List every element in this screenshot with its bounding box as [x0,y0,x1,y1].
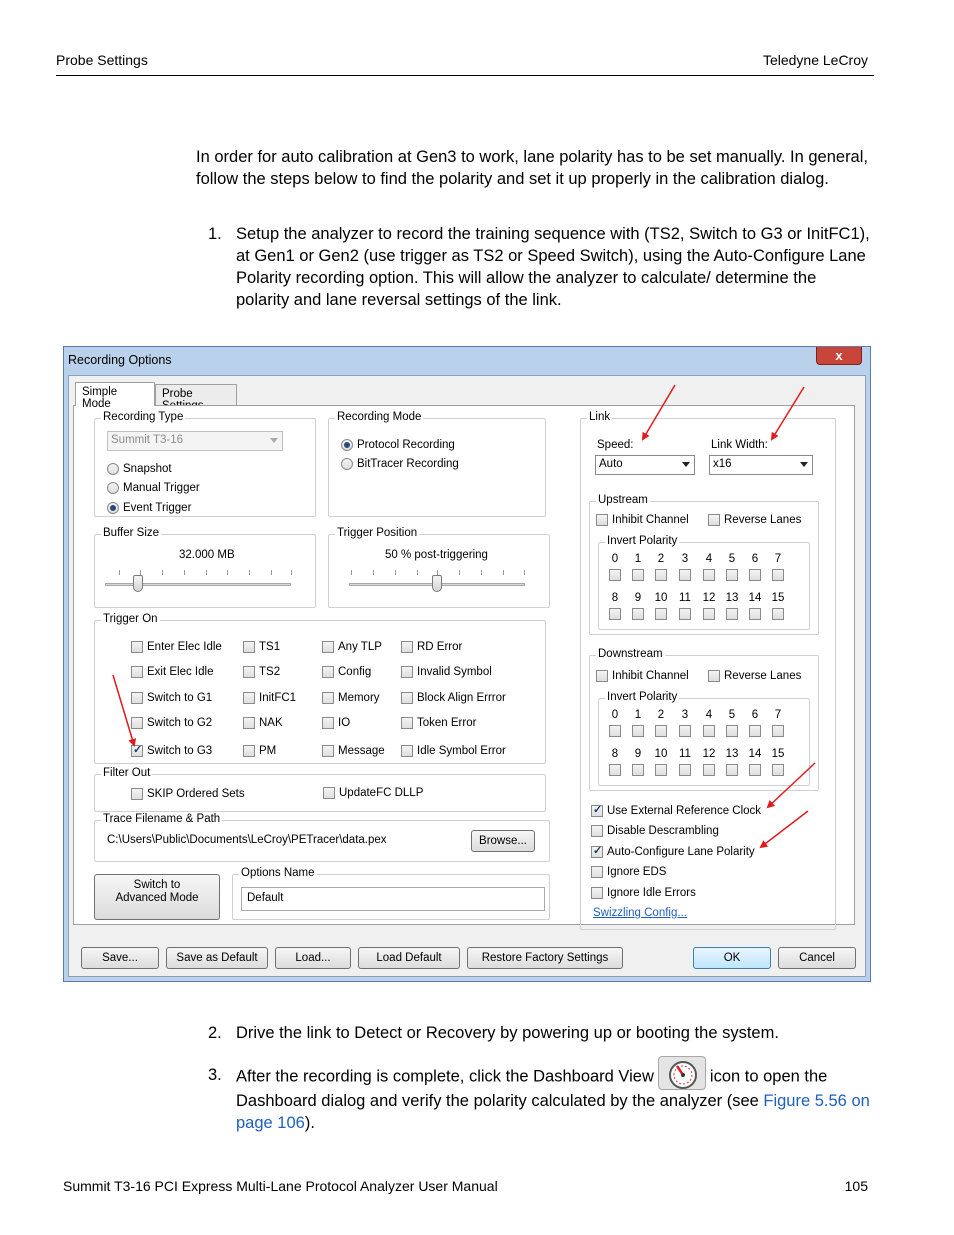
recording-type-group [94,411,316,517]
recording-options-dialog [63,346,871,982]
lane-number: 1 [634,709,642,721]
lane-polarity-checkbox[interactable] [703,608,715,620]
checkbox-label: Reverse Lanes [724,514,802,526]
buffer-size-group [94,527,316,608]
chevron-down-icon [682,462,690,467]
checkbox-label: SKIP Ordered Sets [147,788,245,800]
lane-polarity-checkbox[interactable] [726,569,738,581]
lane-polarity-checkbox[interactable] [655,608,667,620]
lane-polarity-checkbox[interactable] [749,569,761,581]
checkbox-message[interactable] [322,745,385,757]
checkbox-icon [401,666,413,678]
lane-polarity-checkbox[interactable] [749,725,761,737]
lane-polarity-checkbox[interactable] [655,764,667,776]
checkbox-icon [322,745,334,757]
checkbox-label: Ignore EDS [607,866,667,878]
step-number: 3. [208,1066,222,1084]
lane-number: 9 [634,592,642,604]
group-title: Invert Polarity [607,691,678,703]
step-text [236,1064,870,1134]
checkbox-label: Auto-Configure Lane Polarity [607,846,755,858]
checkbox-label: Ignore Idle Errors [607,887,696,899]
dialog-client [68,375,866,977]
filter-out-group [94,767,546,812]
checkbox-icon [131,717,143,729]
checkbox-upstream-inhibit-channel[interactable] [596,514,689,526]
lane-number: 5 [728,553,736,565]
checkbox-label: Token Error [417,717,477,729]
radio-label: Snapshot [123,463,172,475]
lane-number: 12 [702,748,716,760]
checkbox-label: Switch to G2 [147,717,213,729]
radio-bittracer-recording[interactable] [341,458,459,470]
tick [459,570,460,575]
lane-number: 10 [654,748,668,760]
dialog-title: Recording Options [68,353,172,367]
tick [503,570,504,575]
speed-label: Speed: [597,439,634,451]
radio-icon [107,502,119,514]
lane-number: 13 [725,592,739,604]
checkbox-exit-elec-idle[interactable] [131,666,213,678]
lane-polarity-checkbox[interactable] [609,608,621,620]
lane-polarity-checkbox[interactable] [772,569,784,581]
lane-number: 8 [611,592,619,604]
lane-polarity-checkbox[interactable] [679,764,691,776]
step-number: 2. [208,1024,222,1042]
tick [184,570,185,575]
checkbox-icon [131,641,143,653]
checkbox-label: Switch to G3 [147,745,213,757]
speed-value: Auto [599,458,623,470]
trigger-position-group [328,527,550,608]
lane-number: 15 [771,592,785,604]
close-button[interactable]: x [816,347,862,365]
upstream-group [589,494,819,635]
radio-protocol-recording[interactable] [341,439,455,451]
radio-event-trigger[interactable] [107,502,191,514]
lane-number: 6 [751,709,759,721]
lane-number: 13 [725,748,739,760]
tick [249,570,250,575]
lane-number: 14 [748,748,762,760]
checkbox-icon [243,745,255,757]
lane-number: 6 [751,553,759,565]
device-value: Summit T3-16 [111,434,184,446]
radio-icon [341,458,353,470]
radio-icon [107,482,119,494]
restore-factory-settings-button[interactable]: Restore Factory Settings [467,947,623,969]
checkbox-label: RD Error [417,641,463,653]
recording-mode-group [328,411,546,517]
tick [481,570,482,575]
radio-manual-trigger[interactable] [107,482,200,494]
group-title: Upstream [598,494,648,506]
tick [524,570,525,575]
checkbox-upstream-reverse-lanes[interactable] [708,514,801,526]
tick [437,570,438,575]
tick [206,570,207,575]
checkbox-block-align-error[interactable] [401,692,506,704]
checkbox-label: Use External Reference Clock [607,805,762,817]
downstream-group [589,648,819,791]
page-footer-left: Summit T3-16 PCI Express Multi-Lane Protocol Analyzer User Manual [63,1178,498,1194]
trace-path-text[interactable]: C:\Users\Public\Documents\LeCroy\PETracer\data.pex [107,834,387,846]
checkbox-icon [708,670,720,682]
load-button[interactable]: Load... [275,947,351,969]
lane-polarity-checkbox[interactable] [632,764,644,776]
lane-number: 9 [634,748,642,760]
lane-polarity-checkbox[interactable] [749,608,761,620]
tab-probe-settings[interactable]: Probe [155,384,237,406]
checkbox-icon [131,788,143,800]
checkbox-label: Inhibit Channel [612,670,689,682]
checkbox-label: Memory [338,692,380,704]
lane-polarity-checkbox[interactable] [609,764,621,776]
lane-number: 2 [657,553,665,565]
checkbox-ignore-idle-errors[interactable] [591,887,696,899]
group-title: Invert Polarity [607,535,678,547]
chevron-down-icon [270,438,278,443]
lane-polarity-checkbox[interactable] [632,608,644,620]
checkbox-pm[interactable] [243,745,276,757]
switch-mode-line2: Advanced Mode [115,892,199,904]
link-width-select[interactable] [709,455,813,475]
checkbox-icon [243,717,255,729]
checkbox-icon [401,745,413,757]
checkbox-label: Invalid Symbol [417,666,492,678]
dashboard-view-icon [658,1056,706,1090]
checkbox-icon [591,825,603,837]
lane-number: 4 [705,553,713,565]
radio-snapshot[interactable] [107,463,172,475]
checkbox-label: UpdateFC DLLP [339,787,424,799]
radio-icon [341,439,353,451]
checkbox-label: Inhibit Channel [612,514,689,526]
swizzling-config-link[interactable]: Swizzling Config... [593,907,687,919]
radio-icon [107,463,119,475]
step-text-part: ). [304,1114,315,1132]
checkbox-disable-descrambling[interactable] [591,825,719,837]
lane-polarity-checkbox[interactable] [703,764,715,776]
lane-polarity-checkbox[interactable] [772,764,784,776]
group-title: Trace Filename & Path [103,813,221,825]
checkbox-label: Reverse Lanes [724,670,802,682]
trace-filename-group [94,813,550,862]
checkbox-downstream-reverse-lanes[interactable] [708,670,801,682]
checkbox-label: InitFC1 [259,692,297,704]
radio-label: Protocol Recording [357,439,455,451]
checkbox-token-error[interactable] [401,717,476,729]
lane-number: 12 [702,592,716,604]
checkbox-icon [322,641,334,653]
checkbox-label: Message [338,745,385,757]
tick [417,570,418,575]
checkbox-auto-configure-lane-polarity[interactable] [591,846,755,858]
checkbox-icon [323,787,335,799]
buffer-size-slider-thumb[interactable] [133,575,143,592]
checkbox-updatefc-dllp[interactable] [323,787,423,799]
lane-polarity-checkbox[interactable] [632,569,644,581]
lane-polarity-checkbox[interactable] [679,569,691,581]
link-width-label: Link Width: [711,439,768,451]
lane-number: 5 [728,709,736,721]
header-rule [56,75,874,76]
link-group [580,411,836,930]
lane-polarity-checkbox[interactable] [703,725,715,737]
step-text: Setup the analyzer to record the training sequence with (TS2, Switch to G3 or InitFC1), at Gen1 or Gen2 (use trigger as TS2 or Speed Switch), using the Auto-Configure Lane Polarity recording option. This will allow the analyzer to calculate/ determine the polarity and lane reversal settings of the link. [236,225,870,309]
buffer-size-value: 32.000 MB [179,549,235,561]
lane-number: 10 [654,592,668,604]
tick [395,570,396,575]
checkbox-ts2[interactable] [243,666,280,678]
checkbox-icon [708,514,720,526]
radio-label: BitTracer Recording [357,458,459,470]
trigger-position-slider-thumb[interactable] [432,575,442,592]
checkbox-icon [322,717,334,729]
lane-polarity-checkbox[interactable] [655,725,667,737]
lane-polarity-checkbox[interactable] [726,764,738,776]
lane-polarity-checkbox[interactable] [679,608,691,620]
lane-number: 11 [679,592,691,604]
checkbox-icon [596,514,608,526]
checkbox-downstream-inhibit-channel[interactable] [596,670,689,682]
tick [373,570,374,575]
group-title: Downstream [598,648,663,660]
upstream-invert-polarity-group [598,535,810,630]
switch-advanced-mode-button[interactable] [94,874,220,920]
checkbox-icon [322,692,334,704]
tick [291,570,292,575]
lane-polarity-checkbox[interactable] [679,725,691,737]
save-as-default-button[interactable]: Save as Default [166,947,268,969]
checkbox-icon [131,666,143,678]
checkbox-config[interactable] [322,666,371,678]
tick [271,570,272,575]
checkbox-icon [401,717,413,729]
step-text-part: icon to open the Dashboard dialog and verify the polarity calculated by the analyzer (see [236,1067,828,1110]
device-select[interactable] [107,431,283,451]
group-title: Buffer Size [103,527,160,539]
lane-number: 15 [771,748,785,760]
checkbox-skip-ordered-sets[interactable] [131,788,245,800]
group-title: Recording Mode [337,411,422,423]
checkbox-icon [596,670,608,682]
options-name-group [232,867,550,920]
checkbox-icon [131,745,143,757]
group-title: Options Name [241,867,315,879]
browse-button[interactable]: Browse... [471,830,535,852]
lane-number: 7 [774,709,782,721]
load-default-button[interactable]: Load Default [358,947,460,969]
lane-number: 8 [611,748,619,760]
checkbox-icon [591,887,603,899]
checkbox-switch-to-g3[interactable] [131,745,212,757]
lane-number: 11 [679,748,691,760]
lane-polarity-checkbox[interactable] [609,569,621,581]
group-title: Link [589,411,611,423]
tick [227,570,228,575]
link-width-value: x16 [713,458,732,470]
checkbox-icon [591,846,603,858]
checkbox-icon [591,866,603,878]
checkbox-switch-to-g1[interactable] [131,692,212,704]
lane-polarity-checkbox[interactable] [726,725,738,737]
cancel-button[interactable]: Cancel [778,947,856,969]
tick [119,570,120,575]
checkbox-label: Exit Elec Idle [147,666,214,678]
page-header-right: Teledyne LeCroy [762,52,868,68]
checkbox-label: Idle Symbol Error [417,745,506,757]
checkbox-label: Config [338,666,372,678]
trigger-position-value: 50 % post-triggering [385,549,488,561]
switch-mode-line1: Switch to [133,879,181,891]
checkbox-rd-error[interactable] [401,641,462,653]
lane-number: 14 [748,592,762,604]
ok-button[interactable]: OK [693,947,771,969]
lane-polarity-checkbox[interactable] [655,569,667,581]
checkbox-use-external-reference-clock[interactable] [591,805,761,817]
checkbox-any-tlp[interactable] [322,641,382,653]
checkbox-enter-elec-idle[interactable] [131,641,222,653]
checkbox-label: TS1 [259,641,281,653]
lane-number: 4 [705,709,713,721]
lane-polarity-checkbox[interactable] [726,608,738,620]
checkbox-icon [131,692,143,704]
checkbox-icon [243,641,255,653]
checkbox-icon [243,666,255,678]
step-text: Drive the link to Detect or Recovery by powering up or booting the system. [236,1024,779,1042]
checkbox-icon [401,692,413,704]
downstream-invert-polarity-group [598,691,810,786]
intro-paragraph: In order for auto calibration at Gen3 to work, lane polarity has to be set manually. In general, follow the steps below to find the polarity and set it up properly in the calibration dialog. [196,148,868,188]
checkbox-label: Switch to G1 [147,692,213,704]
chevron-down-icon [800,462,808,467]
checkbox-label: Any TLP [338,641,382,653]
group-title: Trigger On [103,613,158,625]
checkbox-nak[interactable] [243,717,283,729]
lane-polarity-checkbox[interactable] [609,725,621,737]
lane-number: 3 [681,709,689,721]
group-title: Filter Out [103,767,151,779]
checkbox-icon [591,805,603,817]
checkbox-label: Enter Elec Idle [147,641,222,653]
radio-label: Event Trigger [123,502,192,514]
checkbox-ts1[interactable] [243,641,280,653]
page-number: 105 [844,1178,868,1194]
checkbox-initfc1[interactable] [243,692,296,704]
lane-polarity-checkbox[interactable] [703,569,715,581]
lane-polarity-checkbox[interactable] [749,764,761,776]
checkbox-label: NAK [259,717,283,729]
checkbox-label: Block Align Errror [417,692,506,704]
checkbox-idle-symbol-error[interactable] [401,745,506,757]
lane-polarity-checkbox[interactable] [632,725,644,737]
group-title: Trigger Position [337,527,418,539]
lane-number: 1 [634,553,642,565]
lane-number: 7 [774,553,782,565]
checkbox-ignore-eds[interactable] [591,866,666,878]
tab-body [73,405,855,925]
tab-simple-mode[interactable]: Simple Mode [75,382,155,406]
lane-polarity-checkbox[interactable] [772,725,784,737]
checkbox-icon [401,641,413,653]
checkbox-invalid-symbol[interactable] [401,666,492,678]
checkbox-memory[interactable] [322,692,380,704]
lane-number: 0 [611,553,619,565]
tick [140,570,141,575]
checkbox-label: IO [338,717,351,729]
save-button[interactable]: Save... [81,947,159,969]
lane-number: 2 [657,709,665,721]
checkbox-label: PM [259,745,277,757]
lane-number: 0 [611,709,619,721]
step-number: 1. [208,225,222,243]
radio-label: Manual Trigger [123,482,200,494]
checkbox-label: TS2 [259,666,281,678]
group-title: Recording Type [103,411,184,423]
lane-polarity-checkbox[interactable] [772,608,784,620]
checkbox-icon [322,666,334,678]
trigger-on-group [94,613,546,764]
lane-number: 3 [681,553,689,565]
checkbox-icon [243,692,255,704]
checkbox-label: Disable Descrambling [607,825,719,837]
options-name-input[interactable]: Default [241,887,545,911]
step-text-part: After the recording is complete, click the Dashboard View [236,1067,654,1086]
tick [162,570,163,575]
figure-link[interactable]: Figure 5.56 on page 106 [236,1092,870,1132]
tick [351,570,352,575]
speed-select[interactable] [595,455,695,475]
checkbox-io[interactable] [322,717,350,729]
page-header-left: Probe Settings [56,52,148,68]
checkbox-switch-to-g2[interactable] [131,717,212,729]
